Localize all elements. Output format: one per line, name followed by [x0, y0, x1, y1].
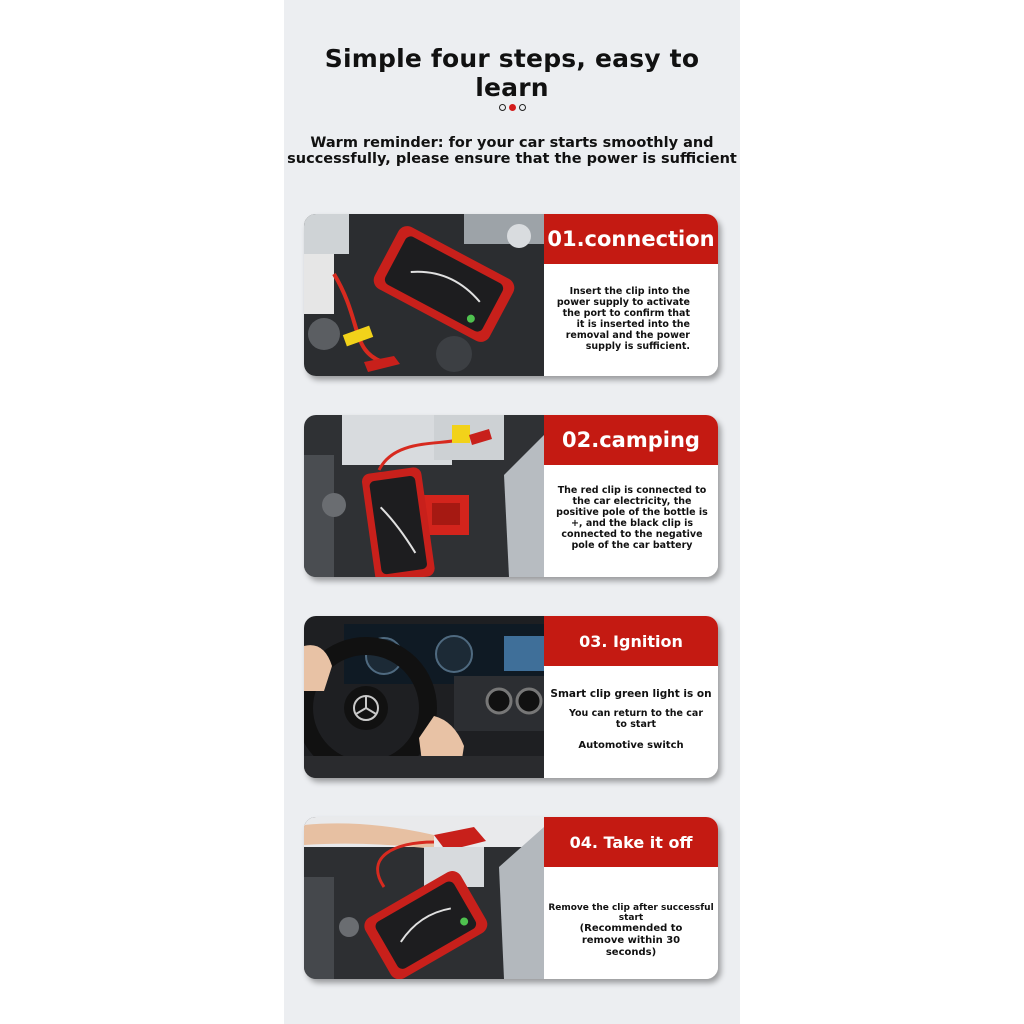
step-body-1	[544, 264, 718, 376]
step-3-line-3: Automotive switch	[578, 740, 684, 751]
step-title-1: 01.connection	[544, 214, 718, 264]
warm-reminder: Warm reminder: for your car starts smoothly and successfully, please ensure that the power is sufficient	[287, 135, 737, 167]
step-title-2: 02.camping	[544, 415, 718, 465]
step-3-line-1: Smart clip green light is on	[550, 688, 712, 700]
dot-indicator-active	[509, 104, 516, 111]
step-photo-steering-wheel	[304, 616, 544, 778]
step-title-4: 04. Take it off	[544, 817, 718, 867]
step-4-line-2: (Recommended to remove within 30 seconds)	[579, 923, 683, 958]
step-3-line-2: You can return to the car to start	[568, 708, 704, 730]
step-card-1	[304, 214, 718, 376]
step-card-2	[304, 415, 718, 577]
dot-indicator	[499, 104, 506, 111]
carousel-dots	[284, 104, 740, 111]
step-body-3	[544, 666, 718, 778]
step-body-2	[544, 465, 718, 577]
step-4-line-1: Remove the clip after successful start	[548, 903, 714, 923]
step-title-3: 03. Ignition	[544, 616, 718, 666]
step-body-4	[544, 867, 718, 979]
step-text-1: Insert the clip into the power supply to activate the port to confirm that it is inserted into the removal and the power supply is sufficient.	[556, 286, 690, 352]
step-photo-remove-clip	[304, 817, 544, 979]
dot-indicator	[519, 104, 526, 111]
page-title: Simple four steps, easy to learn	[324, 44, 700, 102]
step-photo-engine-bay	[304, 214, 544, 376]
step-card-3	[304, 616, 718, 778]
step-photo-battery	[304, 415, 544, 577]
product-panel	[284, 0, 740, 1024]
step-card-4	[304, 817, 718, 979]
step-text-2: The red clip is connected to the car electricity, the positive pole of the bottle is +, and the black clip is connected to the negative pole of the car battery	[556, 485, 708, 551]
